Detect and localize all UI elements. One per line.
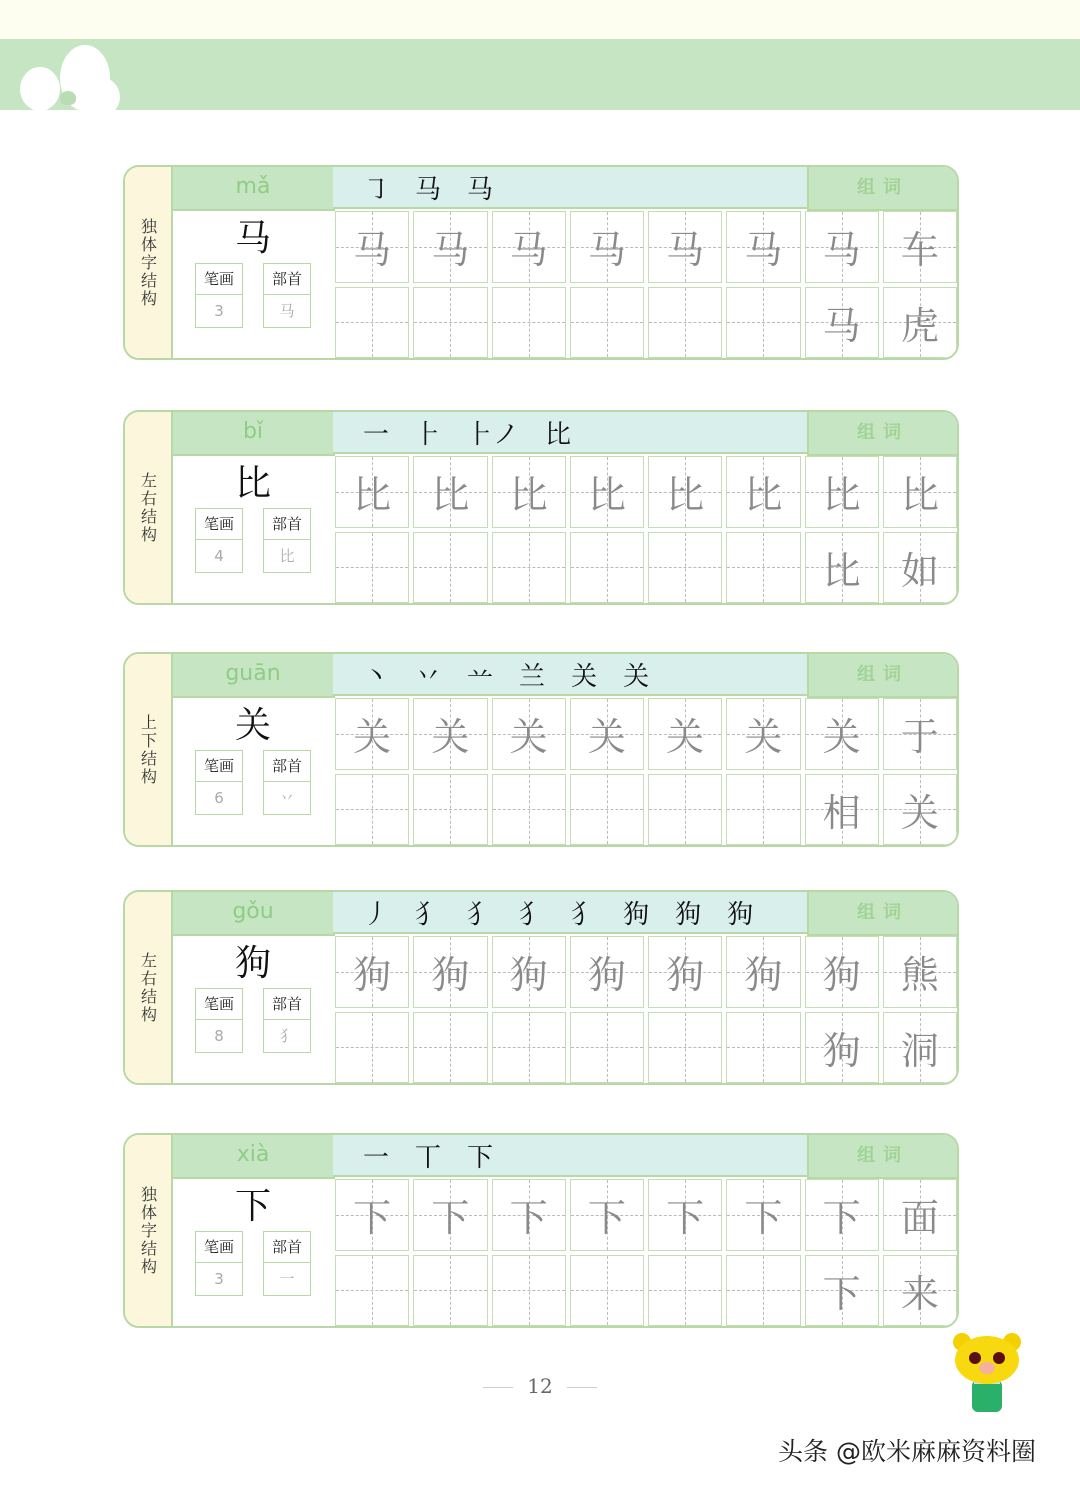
empty-writing-cell[interactable] bbox=[492, 774, 566, 846]
cloud-decoration bbox=[80, 77, 120, 117]
cell-character: 如 bbox=[900, 548, 939, 593]
cell-character: 洞 bbox=[900, 1028, 939, 1073]
word-cell[interactable] bbox=[883, 774, 957, 846]
cell-character: 比 bbox=[353, 473, 392, 518]
stroke-step: 比 bbox=[545, 419, 572, 450]
radical: 犭 bbox=[279, 1027, 295, 1045]
stroke-count: 8 bbox=[214, 1027, 224, 1045]
cell-character: 狗 bbox=[509, 953, 548, 998]
empty-writing-cell[interactable] bbox=[648, 532, 722, 604]
watermark: 头条 @欧米麻麻资料圈 bbox=[778, 1437, 1036, 1466]
stroke-step: 丶 bbox=[363, 661, 390, 692]
empty-writing-cell[interactable] bbox=[570, 1255, 644, 1327]
stroke-order-bar bbox=[333, 892, 807, 934]
pinyin: xià bbox=[173, 1135, 333, 1179]
cell-character: 关 bbox=[822, 715, 861, 760]
word-cell[interactable] bbox=[883, 698, 957, 770]
main-character: 关 bbox=[234, 705, 271, 746]
stroke-step: 犭 bbox=[467, 899, 494, 930]
empty-writing-cell[interactable] bbox=[492, 532, 566, 604]
cell-character: 下 bbox=[822, 1196, 861, 1241]
cell-character: 马 bbox=[431, 228, 470, 273]
cell-character: 下 bbox=[431, 1196, 470, 1241]
radical-box bbox=[263, 988, 311, 1053]
empty-writing-cell[interactable] bbox=[335, 1255, 409, 1327]
stroke-count: 3 bbox=[214, 302, 224, 320]
empty-writing-cell[interactable] bbox=[648, 774, 722, 846]
stroke-count: 6 bbox=[214, 789, 224, 807]
trace-cell[interactable] bbox=[805, 1179, 879, 1251]
main-character: 比 bbox=[234, 463, 271, 504]
radical: 丷 bbox=[279, 789, 295, 807]
empty-writing-cell[interactable] bbox=[413, 1255, 487, 1327]
structure-label bbox=[125, 654, 173, 845]
character-block bbox=[123, 1133, 959, 1328]
empty-writing-cell[interactable] bbox=[726, 774, 800, 846]
structure-text: 独体字结构 bbox=[138, 1185, 158, 1276]
stroke-order-bar bbox=[333, 167, 807, 209]
trace-cell[interactable] bbox=[805, 456, 879, 528]
cell-character: 狗 bbox=[666, 953, 705, 998]
trace-cell[interactable] bbox=[726, 1179, 800, 1251]
stroke-count-label: 笔画 bbox=[196, 509, 242, 540]
trace-cell[interactable] bbox=[648, 456, 722, 528]
cell-character: 虎 bbox=[900, 303, 939, 348]
cell-character: 比 bbox=[509, 473, 548, 518]
character-block bbox=[123, 165, 959, 360]
cell-character: 关 bbox=[900, 790, 939, 835]
radical-box bbox=[263, 750, 311, 815]
stroke-step: ⺊ノ bbox=[467, 419, 520, 450]
trace-cell[interactable] bbox=[726, 456, 800, 528]
radical-label: 部首 bbox=[264, 751, 310, 782]
stroke-step: 一 bbox=[363, 1142, 390, 1173]
trace-cell[interactable] bbox=[413, 1179, 487, 1251]
word-cell[interactable] bbox=[883, 287, 957, 359]
cell-character: 马 bbox=[353, 228, 392, 273]
cell-character: 马 bbox=[822, 303, 861, 348]
words-header: 组词 bbox=[807, 654, 957, 698]
word-cell[interactable] bbox=[805, 532, 879, 604]
radical-label: 部首 bbox=[264, 1232, 310, 1263]
empty-writing-cell[interactable] bbox=[726, 1012, 800, 1084]
bear-mascot-icon bbox=[952, 1332, 1022, 1422]
main-character: 下 bbox=[234, 1186, 271, 1227]
stroke-step: 犭 bbox=[519, 899, 546, 930]
trace-cell[interactable] bbox=[805, 698, 879, 770]
stroke-step: 犭 bbox=[571, 899, 598, 930]
structure-label bbox=[125, 167, 173, 358]
stroke-step: 关 bbox=[623, 661, 650, 692]
trace-cell[interactable] bbox=[335, 936, 409, 1008]
pinyin: guān bbox=[173, 654, 333, 698]
radical: 一 bbox=[279, 1270, 295, 1288]
structure-text: 独体字结构 bbox=[138, 217, 158, 308]
empty-writing-cell[interactable] bbox=[335, 774, 409, 846]
stroke-step: ㇆ bbox=[363, 174, 390, 205]
cell-character: 下 bbox=[822, 1271, 861, 1316]
trace-cell[interactable] bbox=[413, 698, 487, 770]
word-cell[interactable] bbox=[883, 456, 957, 528]
trace-cell[interactable] bbox=[570, 698, 644, 770]
stroke-count-box bbox=[195, 508, 243, 573]
main-character: 马 bbox=[234, 218, 271, 259]
stroke-step: ⺊ bbox=[415, 419, 442, 450]
stroke-step: 下 bbox=[467, 1142, 494, 1173]
cell-character: 比 bbox=[587, 473, 626, 518]
cell-character: 狗 bbox=[822, 953, 861, 998]
cell-character: 下 bbox=[587, 1196, 626, 1241]
empty-writing-cell[interactable] bbox=[726, 532, 800, 604]
heart-icon bbox=[60, 91, 76, 105]
cell-character: 关 bbox=[666, 715, 705, 760]
stroke-count-box bbox=[195, 750, 243, 815]
cell-character: 狗 bbox=[353, 953, 392, 998]
radical-box bbox=[263, 508, 311, 573]
empty-writing-cell[interactable] bbox=[648, 1255, 722, 1327]
empty-writing-cell[interactable] bbox=[648, 1012, 722, 1084]
cell-character: 马 bbox=[822, 228, 861, 273]
structure-label bbox=[125, 412, 173, 603]
word-cell[interactable] bbox=[883, 1179, 957, 1251]
stroke-order-bar bbox=[333, 654, 807, 696]
cell-character: 面 bbox=[900, 1196, 939, 1241]
stroke-step: 马 bbox=[467, 174, 494, 205]
empty-writing-cell[interactable] bbox=[335, 287, 409, 359]
character-info bbox=[173, 412, 335, 603]
cell-character: 熊 bbox=[900, 953, 939, 998]
page-number: 12 bbox=[0, 1374, 1080, 1398]
writing-grid bbox=[333, 456, 957, 603]
stroke-count: 4 bbox=[214, 547, 224, 565]
stroke-step: 狗 bbox=[623, 899, 650, 930]
structure-text: 左右结构 bbox=[138, 471, 158, 544]
trace-cell[interactable] bbox=[805, 936, 879, 1008]
cloud-decoration bbox=[20, 67, 60, 111]
words-header: 组词 bbox=[807, 412, 957, 456]
character-info bbox=[173, 892, 335, 1083]
cell-character: 比 bbox=[431, 473, 470, 518]
structure-label bbox=[125, 1135, 173, 1326]
stroke-step: 犭 bbox=[415, 899, 442, 930]
cell-character: 关 bbox=[744, 715, 783, 760]
stroke-order-bar bbox=[333, 412, 807, 454]
writing-grid bbox=[333, 936, 957, 1083]
cell-character: 马 bbox=[744, 228, 783, 273]
cell-character: 狗 bbox=[587, 953, 626, 998]
trace-cell[interactable] bbox=[492, 211, 566, 283]
empty-writing-cell[interactable] bbox=[726, 1255, 800, 1327]
trace-cell[interactable] bbox=[726, 936, 800, 1008]
stroke-step: 关 bbox=[571, 661, 598, 692]
radical: 比 bbox=[279, 547, 295, 565]
word-cell[interactable] bbox=[883, 211, 957, 283]
empty-writing-cell[interactable] bbox=[413, 1012, 487, 1084]
cell-character: 比 bbox=[744, 473, 783, 518]
stroke-count-label: 笔画 bbox=[196, 1232, 242, 1263]
pinyin: bǐ bbox=[173, 412, 333, 456]
trace-cell[interactable] bbox=[335, 211, 409, 283]
trace-cell[interactable] bbox=[726, 211, 800, 283]
word-cell[interactable] bbox=[883, 936, 957, 1008]
trace-cell[interactable] bbox=[570, 456, 644, 528]
trace-cell[interactable] bbox=[570, 936, 644, 1008]
trace-cell[interactable] bbox=[805, 211, 879, 283]
empty-writing-cell[interactable] bbox=[335, 532, 409, 604]
stroke-step: 丅 bbox=[415, 1142, 442, 1173]
trace-cell[interactable] bbox=[492, 456, 566, 528]
radical-label: 部首 bbox=[264, 264, 310, 295]
stroke-step: 丷 bbox=[415, 661, 442, 692]
character-block bbox=[123, 652, 959, 847]
trace-cell[interactable] bbox=[726, 698, 800, 770]
cell-character: 狗 bbox=[431, 953, 470, 998]
cell-character: 关 bbox=[587, 715, 626, 760]
empty-writing-cell[interactable] bbox=[648, 287, 722, 359]
stroke-count-label: 笔画 bbox=[196, 751, 242, 782]
cell-character: 车 bbox=[900, 228, 939, 273]
radical-box bbox=[263, 1231, 311, 1296]
trace-cell[interactable] bbox=[413, 936, 487, 1008]
header-band bbox=[0, 39, 1080, 110]
trace-cell[interactable] bbox=[570, 1179, 644, 1251]
word-cell[interactable] bbox=[883, 532, 957, 604]
cell-character: 下 bbox=[509, 1196, 548, 1241]
writing-grid bbox=[333, 698, 957, 845]
cell-character: 来 bbox=[900, 1271, 939, 1316]
cell-character: 比 bbox=[822, 548, 861, 593]
trace-cell[interactable] bbox=[570, 211, 644, 283]
cell-character: 相 bbox=[822, 790, 861, 835]
empty-writing-cell[interactable] bbox=[413, 532, 487, 604]
character-info bbox=[173, 167, 335, 358]
radical: 马 bbox=[279, 302, 295, 320]
cell-character: 关 bbox=[431, 715, 470, 760]
word-cell[interactable] bbox=[883, 1012, 957, 1084]
stroke-step: 马 bbox=[415, 174, 442, 205]
character-info bbox=[173, 1135, 335, 1326]
radical-label: 部首 bbox=[264, 509, 310, 540]
empty-writing-cell[interactable] bbox=[335, 1012, 409, 1084]
empty-writing-cell[interactable] bbox=[570, 1012, 644, 1084]
cell-character: 下 bbox=[666, 1196, 705, 1241]
trace-cell[interactable] bbox=[648, 1179, 722, 1251]
trace-cell[interactable] bbox=[648, 698, 722, 770]
structure-label bbox=[125, 892, 173, 1083]
stroke-step: 一 bbox=[363, 419, 390, 450]
stroke-step: 丿 bbox=[363, 899, 390, 930]
stroke-step: 䒑 bbox=[467, 661, 494, 692]
structure-text: 上下结构 bbox=[138, 713, 158, 786]
cell-character: 下 bbox=[744, 1196, 783, 1241]
character-info bbox=[173, 654, 335, 845]
trace-cell[interactable] bbox=[335, 698, 409, 770]
word-cell[interactable] bbox=[805, 1012, 879, 1084]
trace-cell[interactable] bbox=[492, 698, 566, 770]
empty-writing-cell[interactable] bbox=[492, 1012, 566, 1084]
trace-cell[interactable] bbox=[413, 211, 487, 283]
structure-text: 左右结构 bbox=[138, 951, 158, 1024]
main-character: 狗 bbox=[234, 943, 271, 984]
words-header: 组词 bbox=[807, 892, 957, 936]
words-header: 组词 bbox=[807, 167, 957, 211]
cell-character: 马 bbox=[587, 228, 626, 273]
cell-character: 马 bbox=[666, 228, 705, 273]
empty-writing-cell[interactable] bbox=[492, 287, 566, 359]
trace-cell[interactable] bbox=[335, 456, 409, 528]
stroke-count: 3 bbox=[214, 1270, 224, 1288]
cell-character: 狗 bbox=[822, 1028, 861, 1073]
radical-label: 部首 bbox=[264, 989, 310, 1020]
trace-cell[interactable] bbox=[335, 1179, 409, 1251]
radical-box bbox=[263, 263, 311, 328]
word-cell[interactable] bbox=[805, 1255, 879, 1327]
cell-character: 于 bbox=[900, 715, 939, 760]
words-header: 组词 bbox=[807, 1135, 957, 1179]
trace-cell[interactable] bbox=[492, 1179, 566, 1251]
cell-character: 下 bbox=[353, 1196, 392, 1241]
empty-writing-cell[interactable] bbox=[413, 287, 487, 359]
trace-cell[interactable] bbox=[492, 936, 566, 1008]
word-cell[interactable] bbox=[805, 774, 879, 846]
character-block bbox=[123, 410, 959, 605]
pinyin: gǒu bbox=[173, 892, 333, 936]
top-band bbox=[0, 0, 1080, 39]
empty-writing-cell[interactable] bbox=[570, 774, 644, 846]
trace-cell[interactable] bbox=[648, 936, 722, 1008]
empty-writing-cell[interactable] bbox=[570, 287, 644, 359]
pinyin: mǎ bbox=[173, 167, 333, 211]
cell-character: 马 bbox=[509, 228, 548, 273]
cell-character: 狗 bbox=[744, 953, 783, 998]
stroke-count-box bbox=[195, 263, 243, 328]
stroke-step: 兰 bbox=[519, 661, 546, 692]
cell-character: 比 bbox=[822, 473, 861, 518]
cell-character: 关 bbox=[509, 715, 548, 760]
cell-character: 比 bbox=[666, 473, 705, 518]
empty-writing-cell[interactable] bbox=[570, 532, 644, 604]
stroke-count-box bbox=[195, 988, 243, 1053]
empty-writing-cell[interactable] bbox=[413, 774, 487, 846]
empty-writing-cell[interactable] bbox=[492, 1255, 566, 1327]
trace-cell[interactable] bbox=[413, 456, 487, 528]
cell-character: 关 bbox=[353, 715, 392, 760]
stroke-step: 狗 bbox=[727, 899, 754, 930]
stroke-count-box bbox=[195, 1231, 243, 1296]
trace-cell[interactable] bbox=[648, 211, 722, 283]
word-cell[interactable] bbox=[805, 287, 879, 359]
stroke-step: 狗 bbox=[675, 899, 702, 930]
writing-grid bbox=[333, 1179, 957, 1326]
character-block bbox=[123, 890, 959, 1085]
writing-grid bbox=[333, 211, 957, 358]
stroke-order-bar bbox=[333, 1135, 807, 1177]
cell-character: 比 bbox=[900, 473, 939, 518]
stroke-count-label: 笔画 bbox=[196, 989, 242, 1020]
word-cell[interactable] bbox=[883, 1255, 957, 1327]
empty-writing-cell[interactable] bbox=[726, 287, 800, 359]
stroke-count-label: 笔画 bbox=[196, 264, 242, 295]
